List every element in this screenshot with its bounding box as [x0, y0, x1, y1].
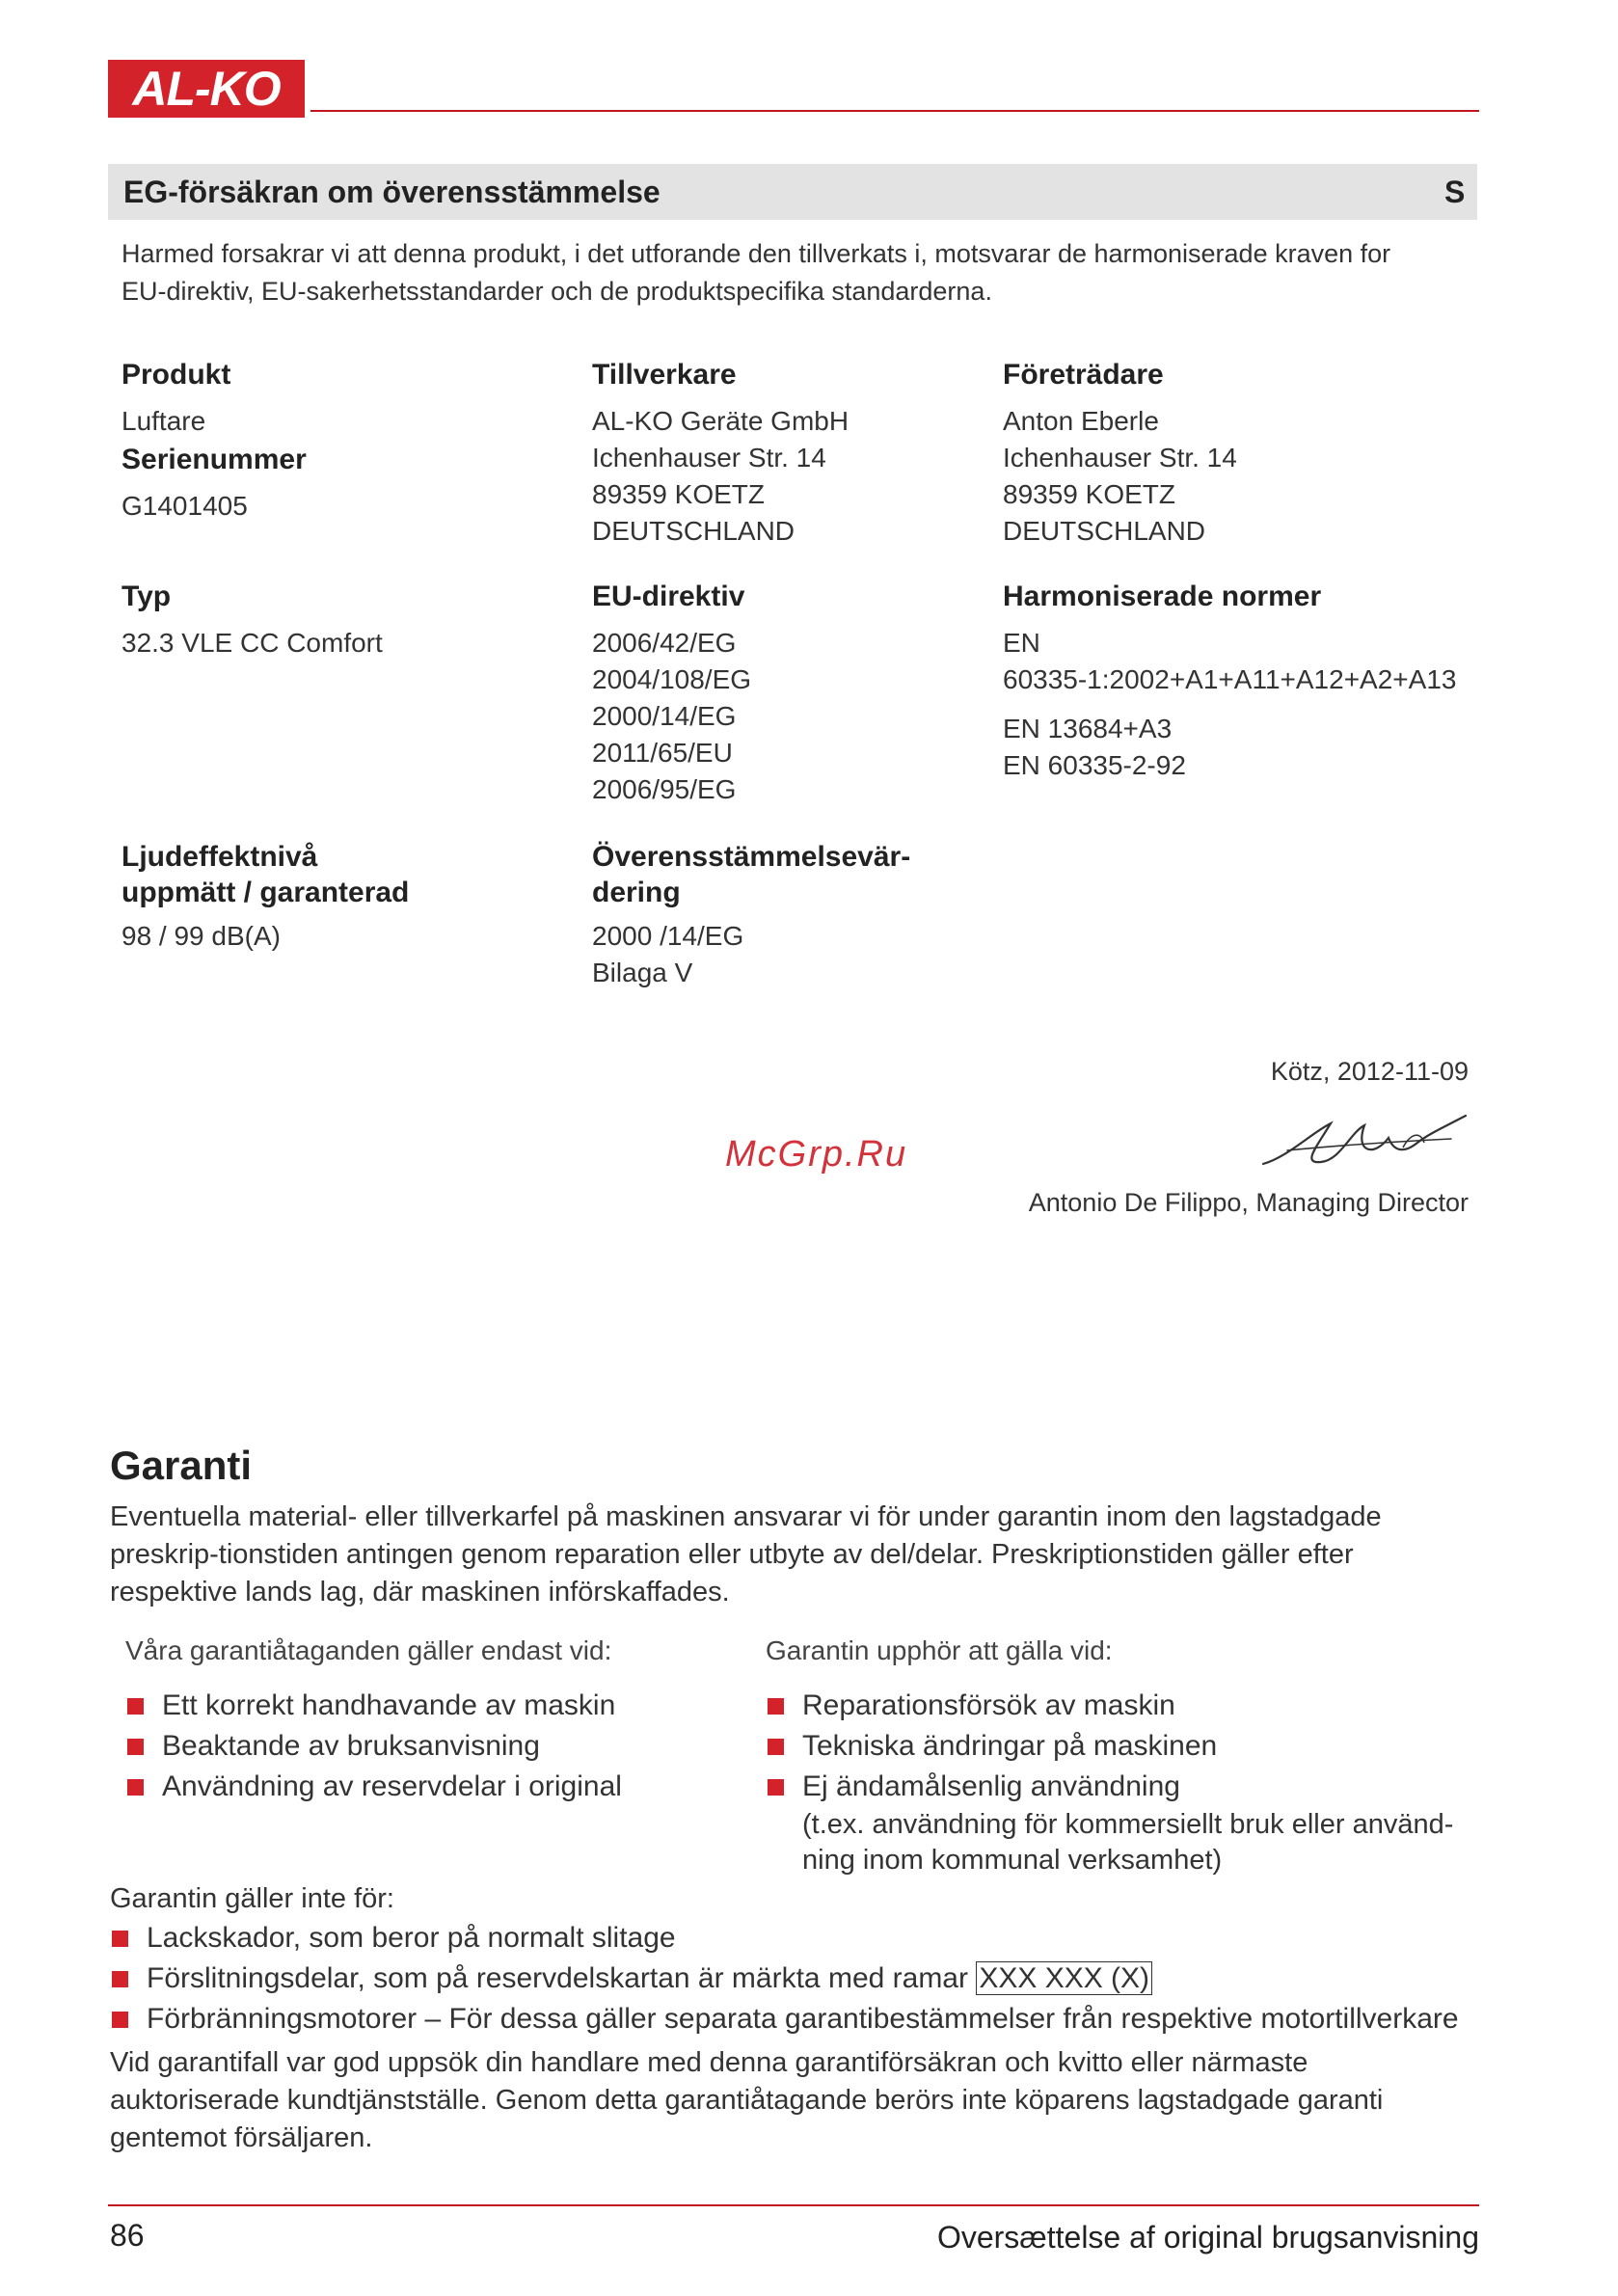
sound-level-value: 98 / 99 dB(A): [121, 921, 281, 951]
valid-heading: Våra garantiåtaganden gäller endast vid:: [125, 1635, 612, 1665]
void-heading: Garantin upphör att gälla vid:: [766, 1635, 1113, 1665]
serial-label: Serienummer: [121, 444, 307, 475]
product-value: Luftare: [121, 406, 206, 436]
bullet-square-icon: [768, 1779, 784, 1796]
page-title: EG-försäkran om överensstämmelse: [123, 175, 661, 209]
void-list: [766, 1686, 1479, 1878]
list-item: Ej ändamålsenlig användning (t.ex. användning för kommersiellt bruk eller använd-ning inom kommunal verksamhet): [766, 1767, 1479, 1878]
conformity-value: 2000 /14/EG Bilaga V: [592, 921, 744, 987]
type-value: 32.3 VLE CC Comfort: [121, 628, 383, 658]
guarantee-intro: Eventuella material- eller tillverkarfel på maskinen ansvarar vi för under garantin inom den lagstadgade preskrip-tionstiden antingen genom reparation eller utbyte av del/delar. Preskriptionstiden gäller efter respektive lands lag, där maskinen införskaffades.: [110, 1501, 1382, 1607]
guarantee-closing: Vid garantifall var god uppsök din handlare med denna garantiförsäkran och kvitto eller närmaste auktoriserade kundtjänstställe. Genom detta garantiåtagande berörs inte köparens lagstadgade garanti gentemot försäljaren.: [110, 2047, 1384, 2153]
list-item: Ett korrekt handhavande av maskin: [125, 1686, 704, 1726]
harmonised-value-2: EN 13684+A3 EN 60335-2-92: [1003, 714, 1186, 780]
harmonised-value-1: EN 60335-1:2002+A1+A11+A12+A2+A13: [1003, 628, 1457, 694]
conformity-label: Överensstämmelsevär- dering: [592, 841, 911, 908]
list-item: Användning av reservdelar i original: [125, 1767, 704, 1807]
bullet-square-icon: [127, 1739, 144, 1755]
bullet-square-icon: [112, 2012, 128, 2028]
excluded-list: [110, 1918, 1479, 2039]
page-number: 86: [110, 2218, 145, 2253]
declaration-intro: Harmed forsakrar vi att denna produkt, i det utforande den tillverkats i, motsvarar de harmoniserade kraven for EU-direktiv, EU-sakerhetsstandarder och de produktspecifika standarderna.: [121, 239, 1391, 306]
representative-label: Företrädare: [1003, 359, 1164, 391]
bullet-square-icon: [768, 1739, 784, 1755]
list-item: Tekniska ändringar på maskinen: [766, 1726, 1479, 1767]
manufacturer-label: Tillverkare: [592, 359, 737, 391]
excluded-heading: Garantin gäller inte för:: [110, 1883, 394, 1914]
list-item: Beaktande av bruksanvisning: [125, 1726, 704, 1767]
bullet-square-icon: [127, 1698, 144, 1715]
manufacturer-value: AL-KO Geräte GmbH Ichenhauser Str. 14 89359 KOETZ DEUTSCHLAND: [592, 406, 849, 546]
brand-logo: AL-KO: [108, 60, 305, 118]
bullet-square-icon: [112, 1971, 128, 1987]
guarantee-title: Garanti: [110, 1443, 253, 1488]
void-note: (t.ex. användning för kommersiellt bruk eller använd-ning inom kommunal verksamhet): [802, 1809, 1454, 1876]
product-label: Produkt: [121, 359, 231, 391]
list-item: Lackskador, som beror på normalt slitage: [110, 1918, 1479, 1958]
list-item: Förbränningsmotorer – För dessa gäller separata garantibestämmelser från respektive motortillverkare: [110, 1999, 1479, 2039]
list-item: Förslitningsdelar, som på reservdelskartan är märkta med ramar XXX XXX (X): [110, 1958, 1479, 1999]
header-divider: [310, 110, 1479, 112]
wear-parts-code: XXX XXX (X): [976, 1961, 1152, 1995]
language-code: S: [1444, 175, 1466, 209]
signature-image: [1258, 1104, 1470, 1181]
harmonised-label: Harmoniserade normer: [1003, 581, 1322, 612]
footer-divider: [108, 2204, 1479, 2206]
representative-value: Anton Eberle Ichenhauser Str. 14 89359 KOETZ DEUTSCHLAND: [1003, 406, 1237, 546]
bullet-square-icon: [127, 1779, 144, 1796]
signer-name: Antonio De Filippo, Managing Director: [1028, 1188, 1469, 1217]
footer-note: Oversættelse af original brugsanvisning: [936, 2220, 1479, 2255]
valid-list: [125, 1686, 704, 1807]
place-date: Kötz, 2012-11-09: [1270, 1057, 1469, 1086]
serial-value: G1401405: [121, 491, 248, 521]
eu-directive-label: EU-direktiv: [592, 581, 745, 612]
list-item: Reparationsförsök av maskin: [766, 1686, 1479, 1726]
watermark: McGrp.Ru: [725, 1134, 908, 1175]
bullet-square-icon: [768, 1698, 784, 1715]
eu-directive-value: 2006/42/EG 2004/108/EG 2000/14/EG 2011/65/EU 2006/95/EG: [592, 628, 752, 804]
bullet-square-icon: [112, 1931, 128, 1947]
type-label: Typ: [121, 581, 172, 612]
sound-level-label: Ljudeffektnivå uppmätt / garanterad: [121, 841, 410, 908]
